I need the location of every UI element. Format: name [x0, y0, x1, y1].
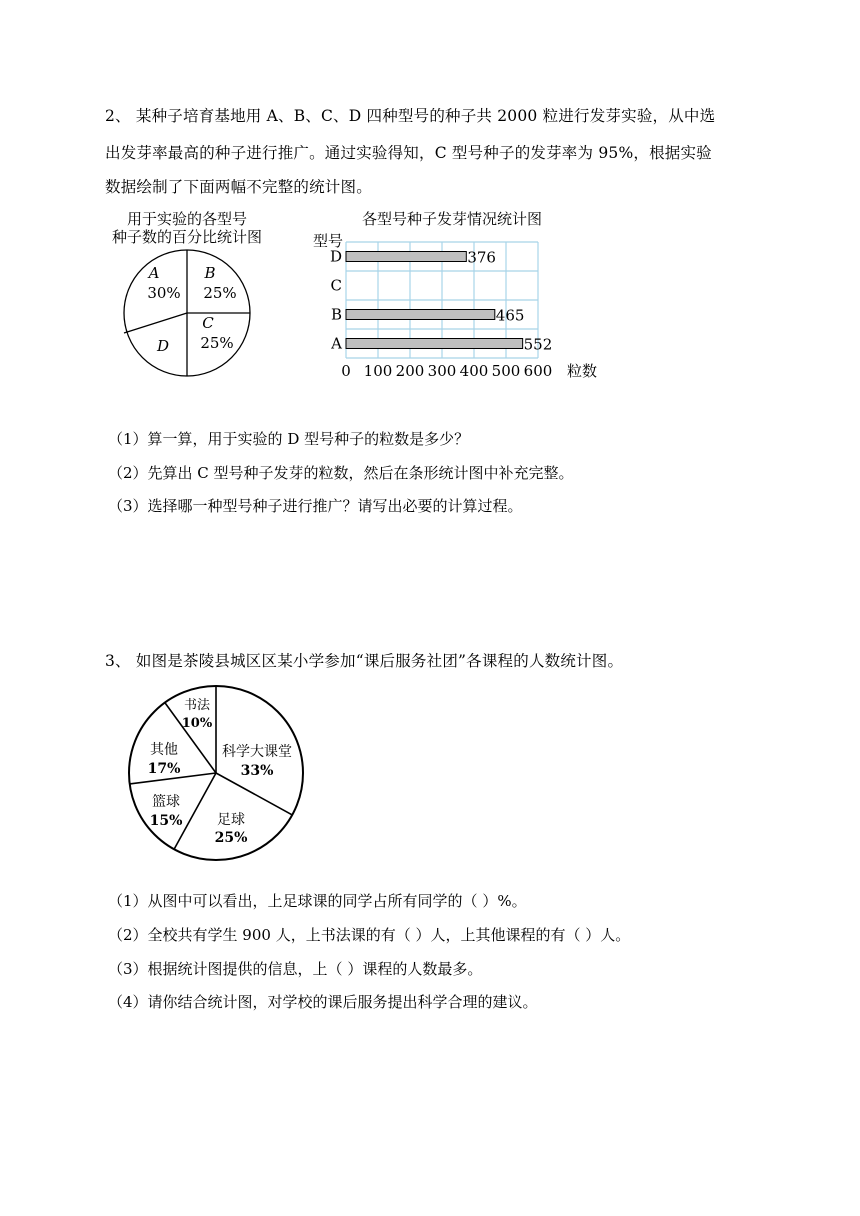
- q3-line: 3、 如图是茶陵县城区区某小学参加“课后服务社团”各课程的人数统计图。: [105, 652, 624, 670]
- bar-xtick-label: 400: [459, 362, 489, 380]
- bar-category-label: D: [329, 247, 342, 266]
- pie1-title-line-1: 用于实验的各型号: [126, 210, 248, 228]
- pie1-label-d: D: [156, 337, 170, 355]
- pie1-value-a: 30%: [147, 284, 181, 302]
- bar-B: [346, 310, 495, 320]
- q2-line-1: 2、 某种子培育基地用 A、B、C、D 四种型号的种子共 2000 粒进行发芽实验，从中选: [105, 107, 716, 125]
- bar-xtick-label: 500: [491, 362, 521, 380]
- pie2-label-other: 其他: [150, 742, 178, 758]
- pie2-value-football: 25%: [214, 830, 248, 846]
- pie2-value-basketball: 15%: [149, 813, 183, 829]
- pie1-label-a: A: [148, 264, 160, 282]
- bar-value-label: 552: [523, 335, 553, 354]
- q2-sub-2: （2）先算出 C 型号种子发芽的粒数，然后在条形统计图中补充完整。: [108, 464, 574, 482]
- q3-sub-1: （1）从图中可以看出，上足球课的同学占所有同学的（ ）%。: [108, 892, 527, 910]
- pie1-title-line-2: 种子数的百分比统计图: [111, 228, 263, 246]
- germination-bar-chart: [300, 205, 600, 385]
- pie2-value-science: 33%: [240, 763, 274, 779]
- pie2-value-calligraphy: 10%: [181, 716, 213, 731]
- bar-xlabel: 粒数: [567, 362, 598, 380]
- bar-D: [346, 252, 466, 262]
- q3-sub-2: （2）全校共有学生 900 人，上书法课的有（ ）人，上其他课程的有（ ）人。: [108, 926, 631, 944]
- seed-percentage-pie-chart: [100, 205, 280, 385]
- bar-xtick-label: 200: [395, 362, 425, 380]
- bar-xtick-label: 0: [341, 362, 351, 380]
- q3-sub-3: （3）根据统计图提供的信息，上（ ）课程的人数最多。: [108, 960, 483, 978]
- bar-category-label: C: [330, 276, 342, 295]
- bar-xtick-label: 600: [523, 362, 553, 380]
- pie1-label-c: C: [202, 314, 214, 332]
- bar-A: [346, 339, 523, 349]
- bar-category-label: A: [331, 334, 342, 353]
- q2-sub-3: （3）选择哪一种型号种子进行推广？请写出必要的计算过程。: [108, 497, 523, 515]
- pie2-label-science: 科学大课堂: [222, 744, 292, 760]
- pie1-value-b: 25%: [203, 284, 237, 302]
- bar-title: 各型号种子发芽情况统计图: [361, 210, 543, 228]
- q2-line-3: 数据绘制了下面两幅不完整的统计图。: [105, 178, 372, 196]
- pie2-value-other: 17%: [147, 761, 181, 777]
- q2-line-2: 出发芽率最高的种子进行推广。通过实验得知，C 型号种子的发芽率为 95%，根据实验: [105, 144, 712, 162]
- pie2-label-football: 足球: [217, 812, 245, 828]
- bar-category-label: B: [330, 305, 342, 324]
- course-participation-pie-chart: [120, 682, 320, 872]
- q3-sub-4: （4）请你结合统计图，对学校的课后服务提出科学合理的建议。: [108, 993, 538, 1011]
- pie2-label-basketball: 篮球: [152, 794, 180, 810]
- q2-sub-1: （1）算一算，用于实验的 D 型号种子的粒数是多少？: [108, 430, 470, 448]
- bar-xtick-label: 300: [427, 362, 457, 380]
- pie1-value-c: 25%: [200, 334, 234, 352]
- pie1-label-b: B: [204, 264, 216, 282]
- bar-ylabel: 型号: [312, 232, 344, 250]
- pie2-label-calligraphy: 书法: [183, 698, 211, 713]
- bar-xtick-label: 100: [363, 362, 393, 380]
- bar-value-label: 376: [467, 248, 496, 267]
- bar-value-label: 465: [495, 306, 525, 325]
